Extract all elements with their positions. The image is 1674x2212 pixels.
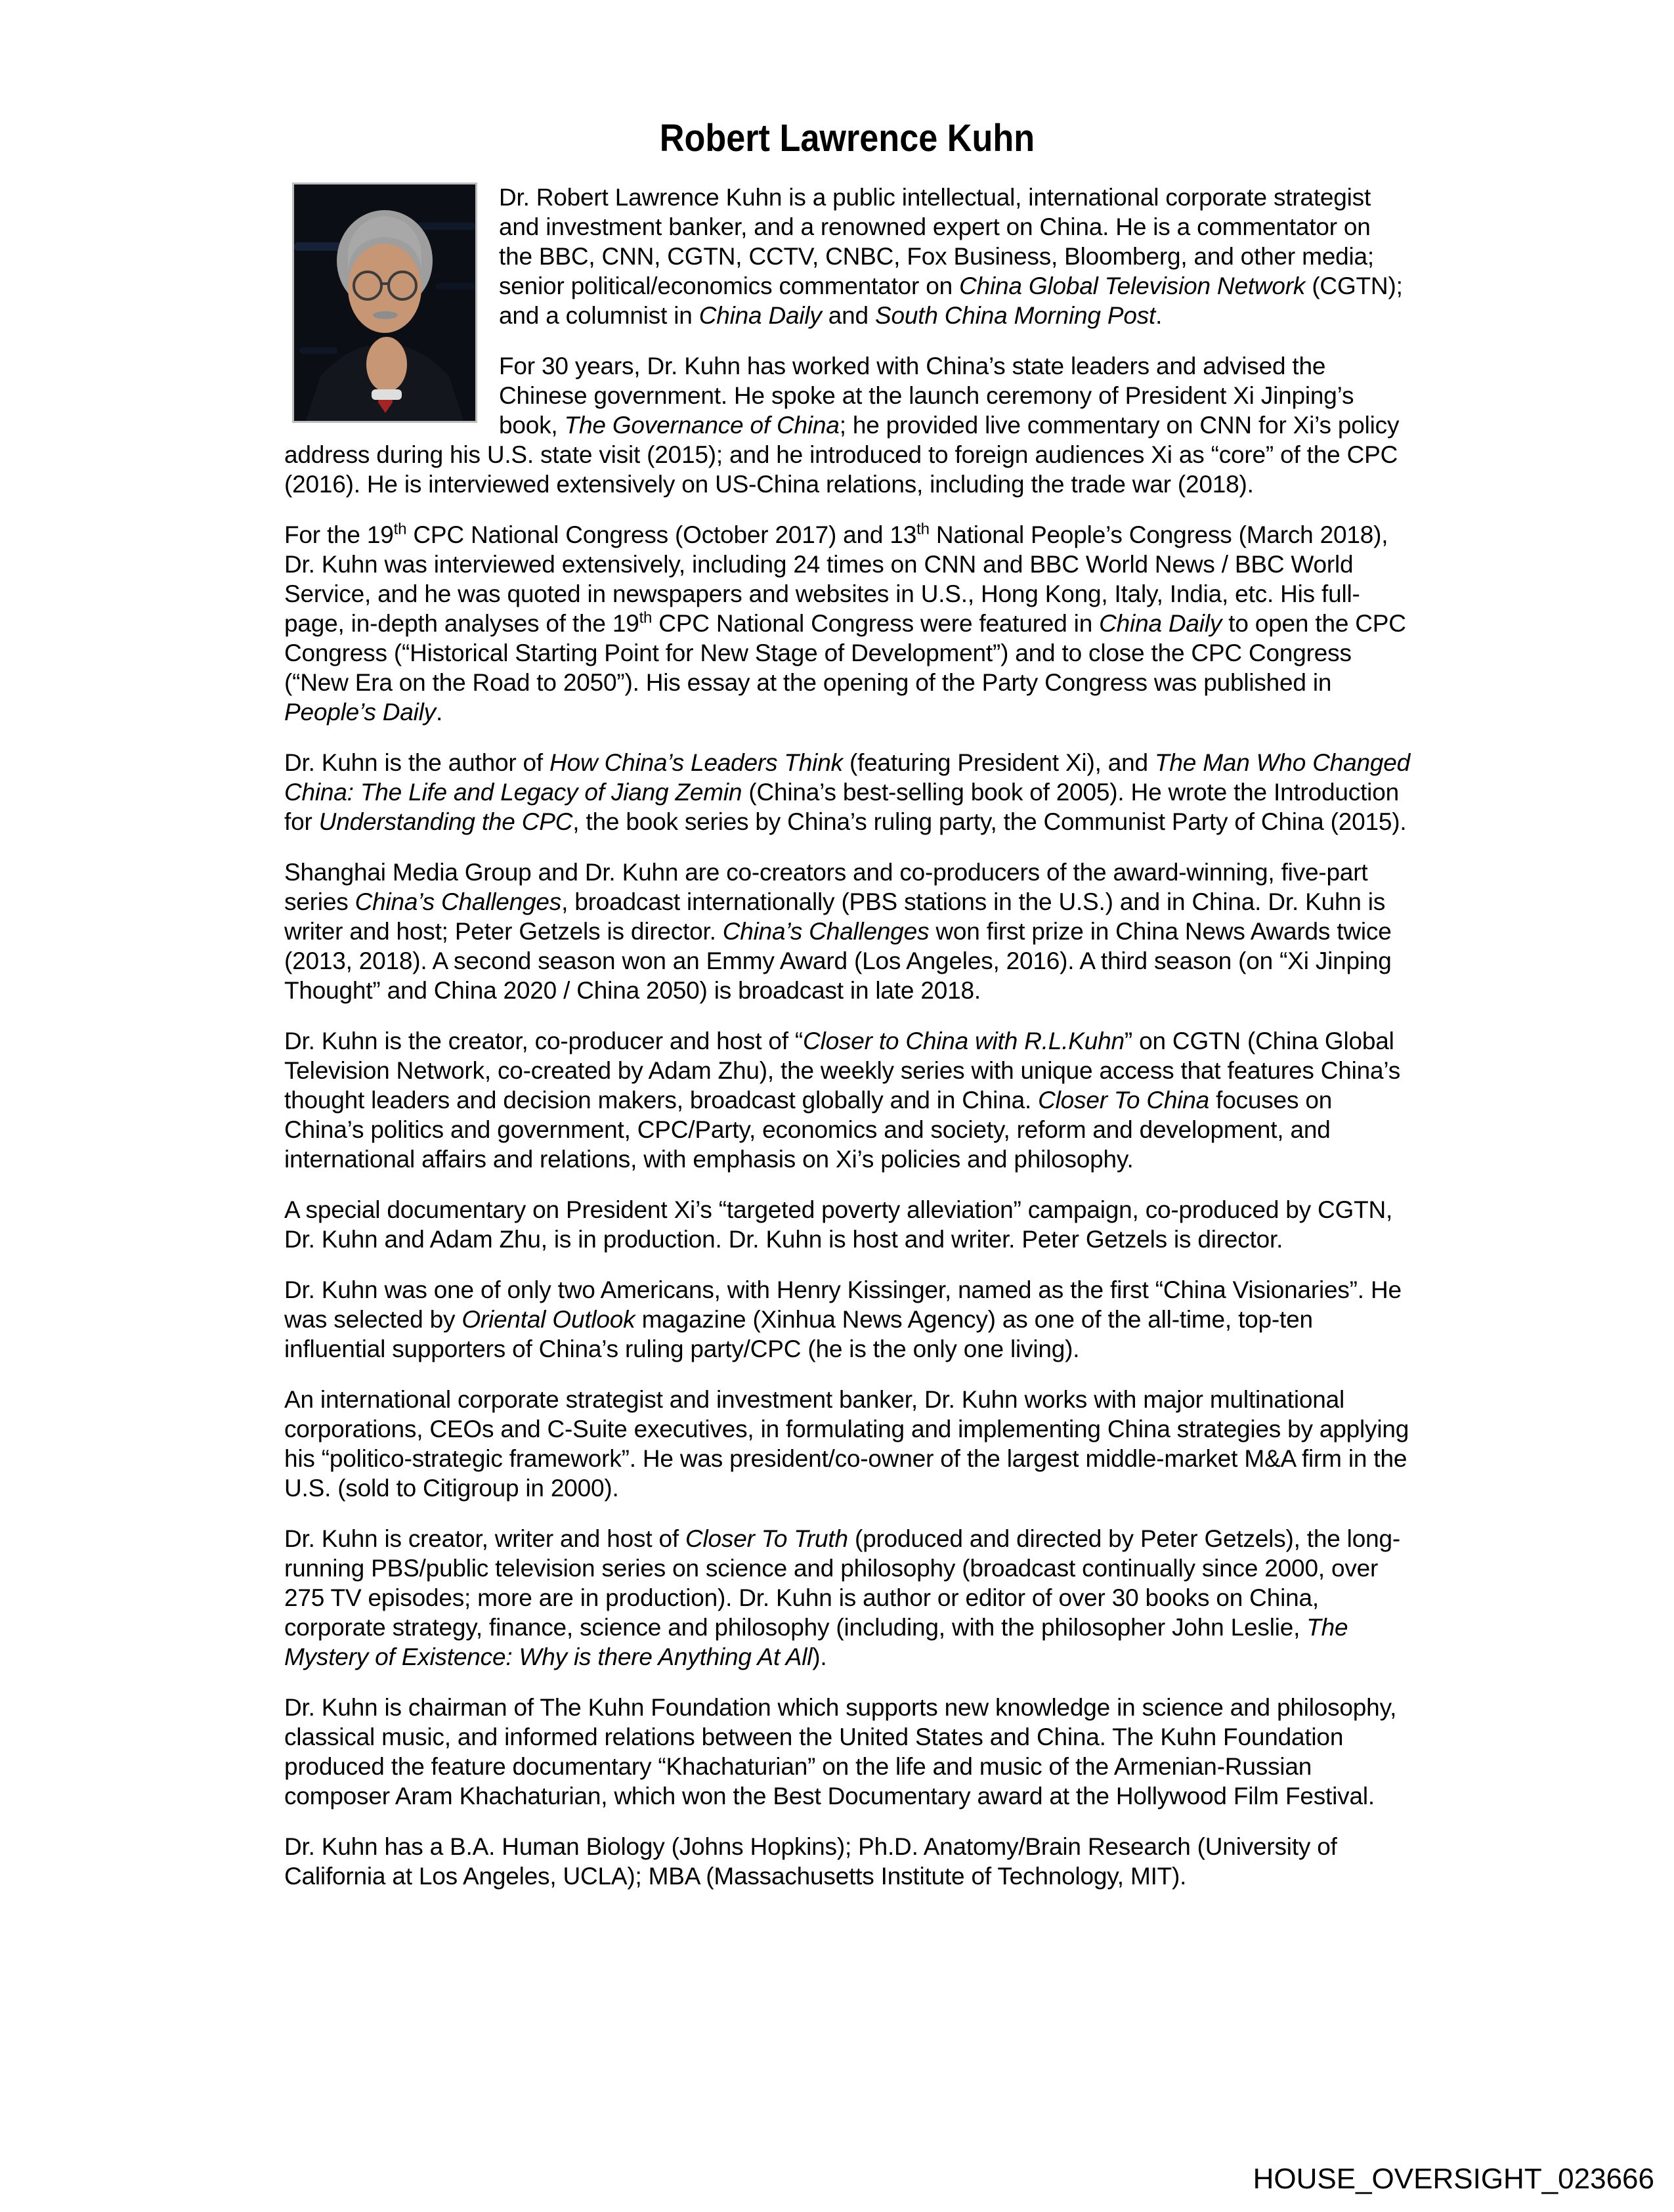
text-run: and [821,302,875,329]
bio-paragraph [284,1524,1410,1672]
bio-paragraphs [284,183,1410,1891]
text-run: , the book series by China’s ruling party, the Communist Party of China (2015). [572,808,1407,835]
text-run: Dr. Kuhn is creator, writer and host of [284,1525,686,1552]
bio-paragraph [284,1026,1410,1174]
superscript-text: th [916,520,930,538]
italic-text: Oriental Outlook [461,1306,635,1333]
italic-text: Closer To China [1038,1087,1210,1114]
bio-paragraph [284,1832,1410,1891]
italic-text: China’s Challenges [722,918,930,945]
text-run: ” on CGTN (China Global Television Network, co-created by Adam Zhu), the weekly series with unique access that features China’s thought leaders and decision makers, broadcast globally and in China. [284,1028,1401,1114]
text-run: won first prize in China News Awards twice (2013, 2018). A second season won an Emmy Award (Los Angeles, 2016). A third season (on “Xi Jinping Thought” and China 2020 / China 2050) is broadcast in late 2018. [284,918,1392,1004]
italic-text: Understanding the CPC [318,808,573,835]
italic-text: South China Morning Post [875,302,1156,329]
text-run: Dr. Kuhn is the author of [284,749,550,776]
text-run: CPC National Congress were featured in [652,610,1100,637]
text-run: Dr. Kuhn is the creator, co-producer and host of “ [284,1028,804,1054]
superscript-text: th [393,520,407,538]
text-run: (CGTN); and a columnist in [499,272,1403,329]
text-run: For 30 years, Dr. Kuhn has worked with China’s state leaders and advised the Chinese government. He spoke at the launch ceremony of President Xi Jinping’s book, [499,353,1354,439]
text-run: focuses on China’s politics and government, CPC/Party, economics and society, reform and development, and international affairs and relations, with emphasis on Xi’s policies and philosophy. [284,1087,1333,1173]
italic-text: How China’s Leaders Think [549,749,843,776]
portrait-photo [292,183,477,423]
text-run: CPC National Congress (October 2017) and 13 [406,521,917,548]
text-run: (featuring President Xi), and [842,749,1155,776]
superscript-text: th [639,609,653,627]
bio-paragraph [284,520,1410,727]
italic-text: China Daily [1099,610,1222,637]
bio-paragraph [284,1275,1410,1364]
text-run: Dr. Kuhn was one of only two Americans, with Henry Kissinger, named as the first “China Visionaries”. He was selected by [284,1276,1402,1333]
italic-text: The Governance of China [564,412,840,439]
text-run: Dr. Kuhn is chairman of The Kuhn Foundation which supports new knowledge in science and philosophy, classical music, and informed relations between the United States and China. The Kuhn Foundation produced the feature documentary “Khachaturian” on the life and music of the Armenian-Russian composer Aram Khachaturian, which won the Best Documentary award at the Hollywood Film Festival. [284,1694,1397,1810]
italic-text: China Global Television Network [959,272,1306,299]
bio-paragraph [284,1693,1410,1811]
person-portrait-icon [294,184,475,421]
text-run: . [1155,302,1163,329]
text-run: magazine (Xinhua News Agency) as one of the all-time, top-ten influential supporters of China’s ruling party/CPC (he is the only one living). [284,1306,1313,1362]
text-run: , broadcast internationally (PBS stations in the U.S.) and in China. Dr. Kuhn is writer and host; Peter Getzels is director. [284,888,1386,945]
italic-text: People’s Daily [284,699,436,726]
text-run: A special documentary on President Xi’s “targeted poverty alleviation” campaign, co-produced by CGTN, Dr. Kuhn and Adam Zhu, is in production. Dr. Kuhn is host and writer. Peter Getzels is director. [284,1196,1393,1253]
text-run: . [435,699,443,726]
italic-text: The Mystery of Existence: Why is there Anything At All [284,1614,1348,1670]
text-run: to open the CPC Congress (“Historical Starting Point for New Stage of Development”) and to close the CPC Congress (“New Era on the Road to 2050”). His essay at the opening of the Party Congress was published in [284,610,1406,696]
text-run: An international corporate strategist and investment banker, Dr. Kuhn works with major multinational corporations, CEOs and C-Suite executives, in formulating and implementing China strategies by applying his “politico-strategic framework”. He was president/co-owner of the largest middle-market M&A firm in the U.S. (sold to Citigroup in 2000). [284,1386,1409,1502]
italic-text: Closer To Truth [685,1525,848,1552]
text-run: For the 19 [284,521,394,548]
italic-text: China Daily [698,302,822,329]
bates-number: HOUSE_OVERSIGHT_023666 [1253,2163,1654,2195]
italic-text: The Man Who Changed China: The Life and Legacy of Jiang Zemin [284,749,1410,806]
italic-text: Closer to China with R.L.Kuhn [803,1028,1125,1054]
text-run: (produced and directed by Peter Getzels), the long-running PBS/public television series on science and philosophy (broadcast continually since 2000, over 275 TV episodes; more are in production). Dr. Kuhn is author or editor of over 30 books on China, corporate strategy, finance, science and philosophy (including, with the philosopher John Leslie, [284,1525,1400,1641]
bio-body [284,183,1410,1891]
italic-text: China’s Challenges [354,888,562,915]
text-run: (China’s best-selling book of 2005). He wrote the Introduction for [284,779,1399,835]
page-title-text: Robert Lawrence Kuhn [659,117,1035,160]
text-run: National People’s Congress (March 2018), Dr. Kuhn was interviewed extensively, including 24 times on CNN and BBC World News / BBC World Service, and he was quoted in newspapers and websites in U.S., Hong Kong, Italy, India, etc. His full-page, in-depth analyses of the 19 [284,521,1388,637]
text-run: Dr. Kuhn has a B.A. Human Biology (Johns Hopkins); Ph.D. Anatomy/Brain Research (University of California at Los Angeles, UCLA); MBA (Massachusetts Institute of Technology, MIT). [284,1833,1337,1890]
text-run: Dr. Robert Lawrence Kuhn is a public intellectual, international corporate strategist and investment banker, and a renowned expert on China. He is a commentator on the BBC, CNN, CGTN, CCTV, CNBC, Fox Business, Bloomberg, and other media; senior political/economics commentator on [499,184,1374,299]
page-title [284,118,1410,159]
bio-paragraph [284,857,1410,1005]
bio-paragraph [284,1195,1410,1254]
text-run: Shanghai Media Group and Dr. Kuhn are co-creators and co-producers of the award-winning, five-part series [284,859,1368,915]
text-run: ; he provided live commentary on CNN for Xi’s policy address during his U.S. state visit (2015); and he introduced to foreign audiences Xi as “core” of the CPC (2016). He is interviewed extensively on US-China relations, including the trade war (2018). [284,412,1400,498]
bio-paragraph [284,1385,1410,1503]
text-run: ). [812,1643,827,1670]
bio-paragraph [284,748,1410,836]
